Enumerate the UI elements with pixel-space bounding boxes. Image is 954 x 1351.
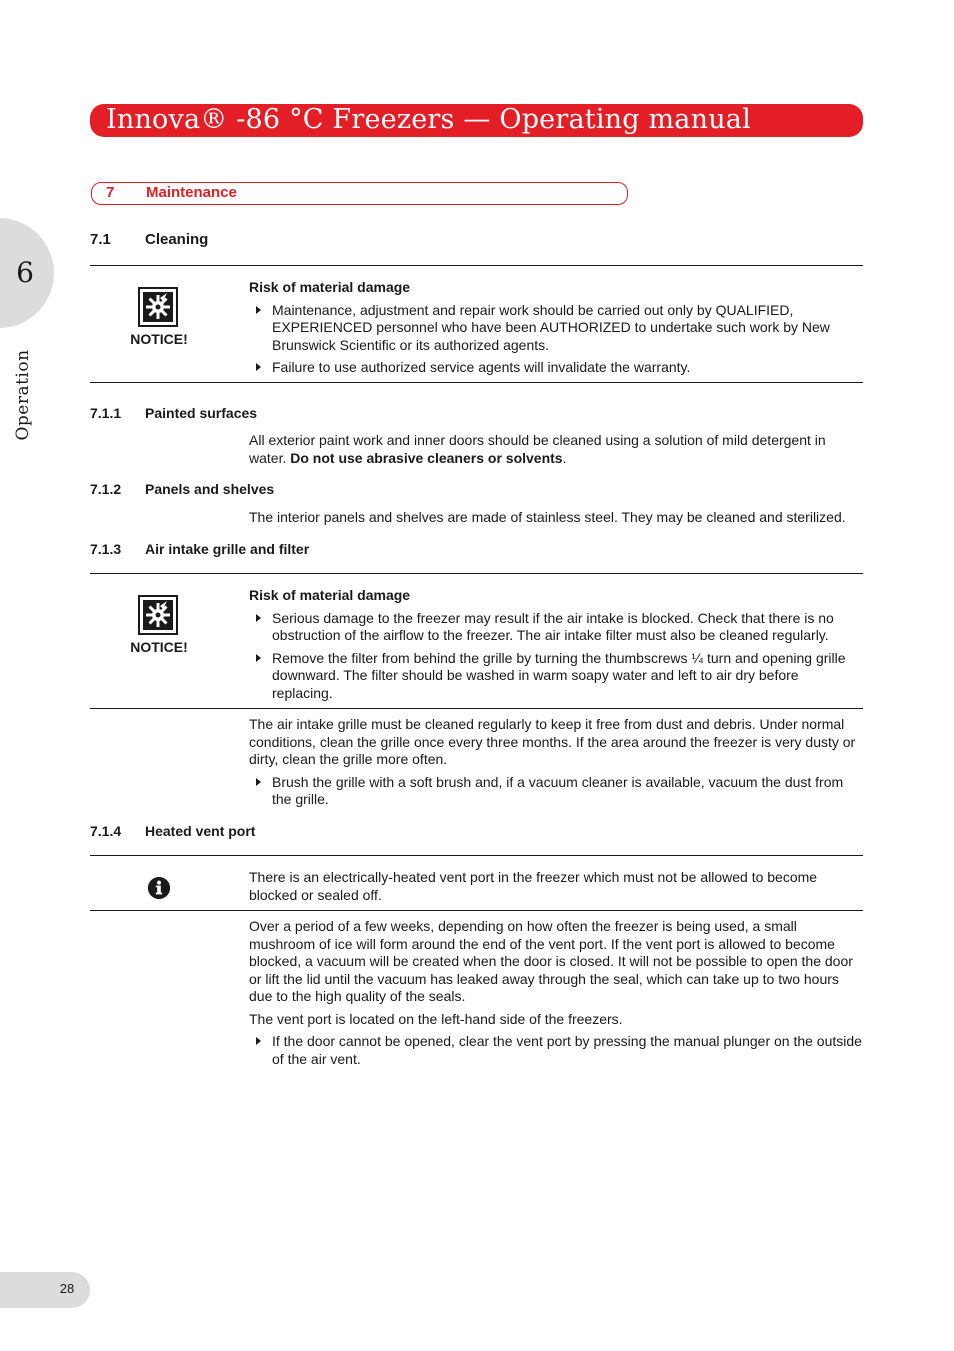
subsubsection-number: 7.1.2 [90, 481, 122, 497]
bullet-arrow-icon [256, 306, 261, 314]
bullet-arrow-icon [256, 778, 261, 786]
notice-gear-icon [138, 595, 178, 635]
info-text: There is an electrically-heated vent port in the freezer which must not be allowed to become blocked or sealed off. [249, 869, 818, 903]
list-item-text: Failure to use authorized service agents will invalidate the warranty. [272, 359, 691, 376]
list-item-text: Remove the filter from behind the grille by turning the thumbscrews ¼ turn and opening grille downward. The filter should be washed in warm soapy water and left to air dry before replacing. [272, 649, 846, 701]
list-item-text: Brush the grille with a soft brush and, if a vacuum cleaner is available, vacuum the dust from the grille. [272, 773, 844, 808]
paragraph-text: The air intake grille must be cleaned regularly to keep it free from dust and debris. Under normal conditions, clean the grille once every three months. If the area around the freezer is very dusty or dirty, clean the grille more often. [249, 716, 856, 768]
paragraph-text: Over a period of a few weeks, depending on how often the freezer is being used, a small mushroom of ice will form around the end of the vent port. If the vent port is allowed to become blocked, a vacuum will be created when the door is closed. It will not be possible to open the door or lift the lid until the vacuum has leaked away through the seal, which can take up to two hours due to the high quality of the seals. [249, 918, 853, 1005]
notice-gear-icon [138, 287, 178, 327]
chapter-number: 6 [16, 256, 34, 289]
notice-top-rule [90, 573, 863, 574]
vent-port-text [249, 918, 863, 1073]
list-item [249, 774, 863, 809]
list-item-text: Serious damage to the freezer may result if the air intake is blocked. Check that there is no obstruction of the airflow to the freezer. The air intake filter must also be cleaned regularly. [272, 609, 834, 644]
notice-content [249, 279, 863, 382]
paragraph-text: The interior panels and shelves are made of stainless steel. They may be cleaned and sterilized. [249, 509, 846, 525]
subsubsection-title: Painted surfaces [145, 405, 258, 421]
page-number: 28 [59, 1281, 75, 1296]
bullet-arrow-icon [256, 654, 261, 662]
subsubsection-title: Air intake grille and filter [145, 541, 310, 557]
bullet-arrow-icon [256, 1037, 261, 1045]
notice-bottom-rule [90, 708, 863, 709]
list-item-text: Maintenance, adjustment and repair work should be carried out only by QUALIFIED, EXPERIENCED personnel who have been AUTHORIZED to undertake such work by New Brunswick Scientific or its authorized agents. [272, 301, 830, 353]
notice-content [249, 587, 863, 708]
subsubsection-title: Panels and shelves [145, 481, 275, 497]
section-title: Maintenance [146, 184, 237, 201]
info-top-rule [90, 855, 863, 856]
paragraph-end: . [562, 449, 567, 466]
subsubsection-number: 7.1.3 [90, 541, 122, 557]
info-bottom-rule [90, 910, 863, 911]
header-banner [90, 104, 863, 137]
list-item-text: If the door cannot be opened, clear the vent port by pressing the manual plunger on the outside of the air vent. [272, 1033, 862, 1067]
panels-text [249, 509, 863, 531]
info-icon [148, 877, 170, 899]
list-item [249, 359, 863, 377]
section-heading-box [91, 182, 628, 205]
paragraph-text: The vent port is located on the left-hand side of the freezers. [249, 1010, 623, 1027]
bullet-arrow-icon [256, 363, 261, 371]
notice-heading: Risk of material damage [249, 587, 411, 603]
notice-bottom-rule [90, 382, 863, 383]
notice-label: NOTICE! [130, 639, 188, 655]
list-item [249, 610, 863, 645]
subsection-number: 7.1 [90, 231, 111, 248]
list-item [249, 302, 863, 355]
list-item [249, 1033, 863, 1068]
chapter-side-label: Operation [13, 349, 34, 441]
document-title: Innova® -86 °C Freezers — Operating manual [106, 104, 751, 135]
list-item [249, 650, 863, 703]
notice-label: NOTICE! [130, 331, 188, 347]
paragraph-text: All exterior paint work and inner doors should be cleaned using a solution of mild detergent in water. [249, 432, 826, 466]
subsubsection-number: 7.1.1 [90, 405, 122, 421]
info-content [249, 869, 863, 909]
subsection-title: Cleaning [145, 231, 209, 248]
notice-heading: Risk of material damage [249, 279, 411, 295]
paragraph-bold-text: Do not use abrasive cleaners or solvents [290, 449, 563, 466]
painted-surfaces-text [249, 432, 863, 472]
air-intake-text [249, 716, 863, 814]
notice-top-rule [90, 265, 863, 266]
bullet-arrow-icon [256, 614, 261, 622]
subsubsection-title: Heated vent port [145, 823, 256, 839]
subsubsection-number: 7.1.4 [90, 823, 122, 839]
section-number: 7 [106, 184, 115, 201]
